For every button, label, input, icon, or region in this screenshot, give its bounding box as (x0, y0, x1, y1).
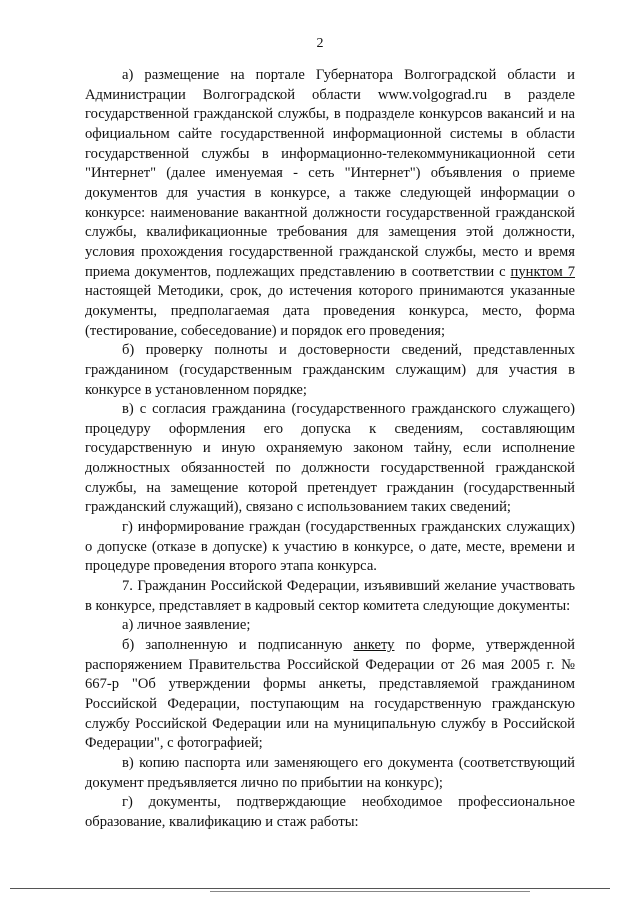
bottom-divider (10, 888, 610, 889)
bottom-divider-secondary (210, 891, 530, 892)
link-anketa[interactable]: анкету (353, 637, 395, 654)
document-body (85, 66, 575, 833)
paragraph-6v: в) с согласия гражданина (государственного гражданского служащего) процедуру оформления его допуска к сведениям, составляющим государственную и иную охраняемую законом тайну, если исполнение должностных обязанностей по должности государственной гражданской службы, на замещение которой претендует гражданин (государственный гражданский служащий), связано с использованием таких сведений; (85, 401, 575, 516)
paragraph-7g: г) документы, подтверждающие необходимое профессиональное образование, квалификацию и стаж работы: (85, 794, 575, 830)
link-punkt-7[interactable]: пунктом 7 (510, 263, 575, 280)
page-number: 2 (316, 36, 324, 51)
paragraph-7: 7. Гражданин Российской Федерации, изъявивший желание участвовать в конкурсе, представляет в кадровый сектор комитета следующие документы: (85, 578, 575, 614)
paragraph-7v: в) копию паспорта или заменяющего его документа (соответствующий документ предъявляется лично по прибытии на конкурс); (85, 754, 575, 791)
paragraph-6a (85, 66, 575, 341)
paragraph-6b: б) проверку полноты и достоверности сведений, представленных гражданином (государственным гражданским служащим) для участия в конкурсе в установленном порядке; (85, 342, 575, 398)
paragraph-7b (85, 636, 575, 754)
paragraph-6a-text: а) размещение на портале Губернатора Волгоградской области и Администрации Волгоградской области www.volgograd.ru в разделе государственной гражданской службы, в подразделе конкурсов вакансий и на официальном сайте государственной информационной системы в области государственной службы в информационно-телекоммуникационной сети "Интернет" (далее именуемая - сеть "Интернет") объявления о приеме документов для участия в конкурсе, а также следующей информации о конкурсе: наименование вакантной должности государственной гражданской службы, квалификационные требования для замещения этой должности, условия прохождения государственной гражданской службы, место и время приема документов, подлежащих представлению в соответствии с (85, 67, 575, 280)
paragraph-7a: а) личное заявление; (122, 617, 251, 634)
paragraph-6a-tail: настоящей Методики, срок, до истечения которого принимаются указанные документы, предполагаемая дата проведения конкурса, место, форма (тестирование, собеседование) и порядок его проведения; (85, 283, 575, 339)
paragraph-7b-text: б) заполненную и подписанную (122, 637, 343, 654)
paragraph-7b-tail: по форме, утвержденной распоряжением Правительства Российской Федерации от 26 мая 2005 г. № 667-р "Об утверждении формы анкеты, представляемой гражданином Российской Федерации, поступающим на государственную гражданскую службу Российской Федерации или на муниципальную службу в Российской Федерации", с фотографией; (85, 637, 575, 752)
paragraph-6g: г) информирование граждан (государственных гражданских служащих) о допуске (отказе в допуске) к участию в конкурсе, о дате, месте, времени и процедуре проведения второго этапа конкурса. (85, 519, 575, 575)
